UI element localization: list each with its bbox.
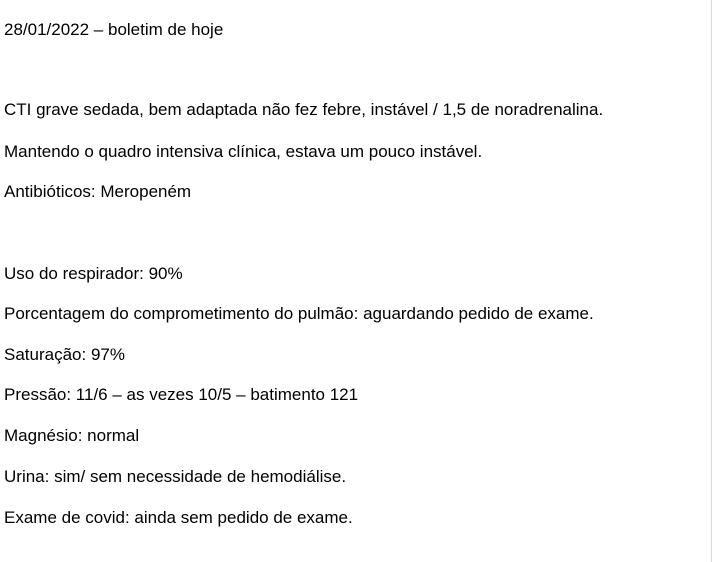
urine-line: Urina: sim/ sem necessidade de hemodiálise.: [4, 467, 347, 486]
lung-involvement-line: Porcentagem do comprometimento do pulmão: aguardando pedido de exame.: [4, 304, 594, 323]
date-heading: 28/01/2022 – boletim de hoje: [4, 20, 224, 39]
saturation-line: Saturação: 97%: [4, 345, 125, 364]
condition-line: Mantendo o quadro intensiva clínica, estava um pouco instável.: [4, 142, 483, 161]
antibiotics-line: Antibióticos: Meropeném: [4, 182, 192, 201]
magnesium-line: Magnésio: normal: [4, 426, 140, 445]
ventilator-line: Uso do respirador: 90%: [4, 264, 183, 283]
covid-exam-line: Exame de covid: ainda sem pedido de exame.: [4, 508, 353, 527]
pressure-line: Pressão: 11/6 – as vezes 10/5 – batimento 121: [4, 385, 359, 404]
status-line: CTI grave sedada, bem adaptada não fez febre, instável / 1,5 de noradrenalina.: [4, 100, 604, 119]
